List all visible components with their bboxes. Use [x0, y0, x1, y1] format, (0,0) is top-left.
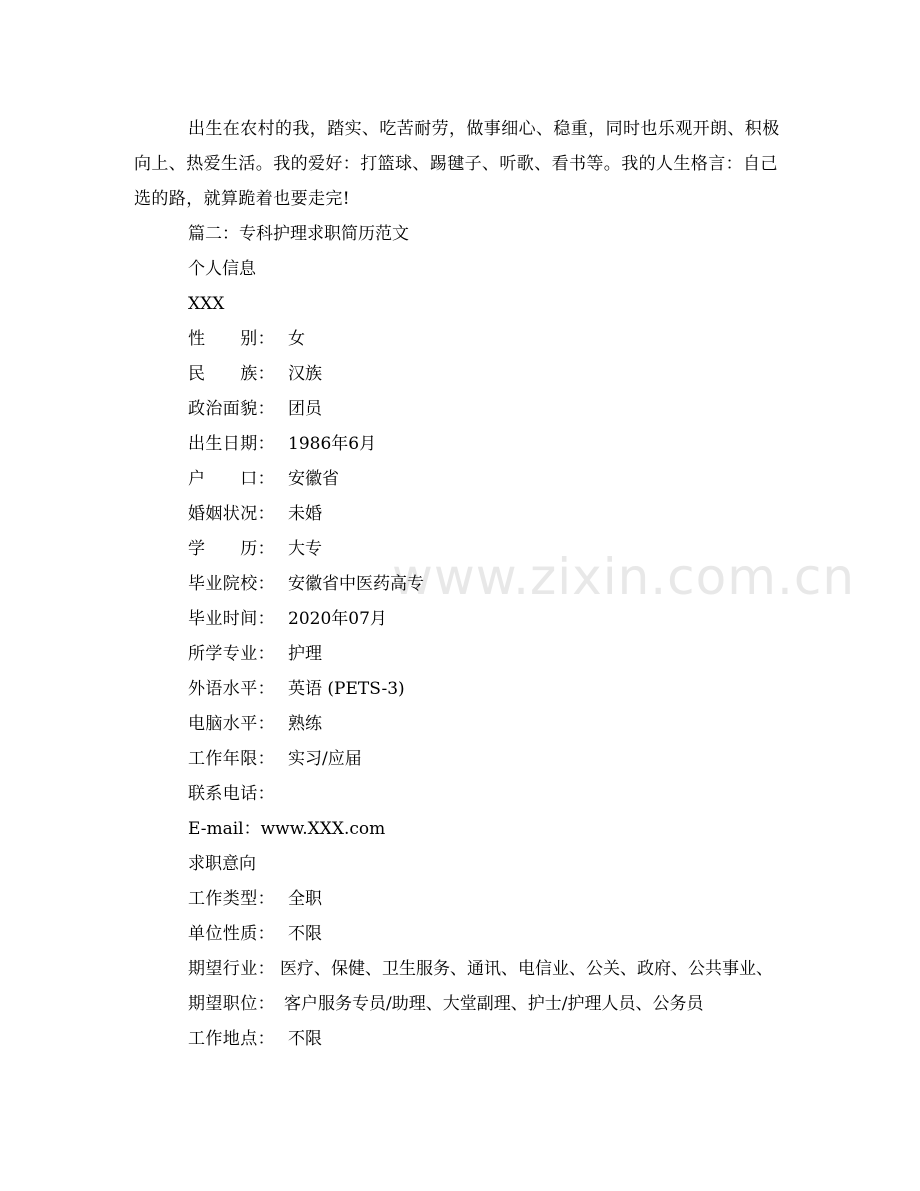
- field-row-job-type: [188, 888, 322, 910]
- field-row-marital-status: [188, 503, 322, 525]
- field-row-work-years: [188, 748, 362, 770]
- field-value: 大专: [288, 539, 322, 559]
- intro-paragraph: 出生在农村的我，踏实、吃苦耐劳，做事细心、稳重，同时也乐观开朗、积极向上、热爱生活。我的爱好：打篮球、踢毽子、听歌、看书等。我的人生格言：自己选的路，就算跪着也要走完!: [134, 119, 780, 209]
- field-label: 户 口：: [188, 469, 275, 489]
- applicant-name: XXX: [188, 294, 225, 314]
- watermark: www.zixin.com.cn: [392, 548, 856, 606]
- field-label: 所学专业：: [188, 644, 275, 664]
- field-value: 全职: [288, 889, 322, 909]
- field-label: 期望行业：: [188, 959, 275, 979]
- field-value: 团员: [288, 399, 322, 419]
- field-label: 政治面貌：: [188, 399, 275, 419]
- field-value: 1986年6月: [288, 434, 377, 454]
- field-row-company-type: [188, 923, 322, 945]
- field-label: 工作类型：: [188, 889, 275, 909]
- field-row-birth-date: [188, 433, 376, 455]
- field-row-household: [188, 468, 339, 490]
- field-value: 不限: [288, 1029, 322, 1049]
- field-row-gender: [188, 328, 305, 350]
- field-label: 出生日期：: [188, 434, 275, 454]
- field-value: 护理: [288, 644, 322, 664]
- field-row-phone: [188, 783, 288, 805]
- field-label: 婚姻状况：: [188, 504, 275, 524]
- field-row-education: [188, 538, 322, 560]
- field-value: 熟练: [288, 714, 322, 734]
- field-value: 2020年07月: [288, 609, 387, 629]
- field-row-computer-level: [188, 713, 322, 735]
- field-value: 实习/应届: [288, 749, 362, 769]
- field-label: 毕业院校：: [188, 574, 275, 594]
- field-value: 英语 (PETS-3): [288, 679, 405, 699]
- field-value: 安徽省: [288, 469, 339, 489]
- personal-info-heading: 个人信息: [188, 259, 256, 279]
- field-label: 民 族：: [188, 364, 275, 384]
- field-value: 女: [288, 329, 305, 349]
- field-row-graduation-date: [188, 608, 387, 630]
- field-label: 期望职位：: [188, 994, 275, 1014]
- field-label: 外语水平：: [188, 679, 275, 699]
- email-line: E-mail：www.XXX.com: [188, 819, 386, 839]
- field-row-expected-position: [188, 993, 703, 1015]
- field-row-expected-industry: [188, 958, 773, 980]
- field-label: 学 历：: [188, 539, 275, 559]
- field-row-language-level: [188, 678, 405, 700]
- field-row-political-status: [188, 398, 322, 420]
- field-label: 性 别：: [188, 329, 275, 349]
- field-row-school: [188, 573, 424, 595]
- field-value: 汉族: [288, 364, 322, 384]
- field-value: 客户服务专员/助理、大堂副理、护士/护理人员、公务员: [284, 994, 704, 1014]
- field-label: 毕业时间：: [188, 609, 275, 629]
- field-value: 医疗、保健、卫生服务、通讯、电信业、公关、政府、公共事业、: [280, 959, 773, 979]
- field-label: 电脑水平：: [188, 714, 275, 734]
- field-value: 不限: [288, 924, 322, 944]
- field-row-major: [188, 643, 322, 665]
- field-value: 未婚: [288, 504, 322, 524]
- field-row-work-location: [188, 1028, 322, 1050]
- field-label: 联系电话：: [188, 784, 275, 804]
- job-intention-heading: 求职意向: [188, 854, 256, 874]
- section-title: 篇二：专科护理求职简历范文: [188, 224, 409, 244]
- field-label: 单位性质：: [188, 924, 275, 944]
- field-label: 工作地点：: [188, 1029, 275, 1049]
- field-value: 安徽省中医药高专: [288, 574, 424, 594]
- field-row-ethnicity: [188, 363, 322, 385]
- field-label: 工作年限：: [188, 749, 275, 769]
